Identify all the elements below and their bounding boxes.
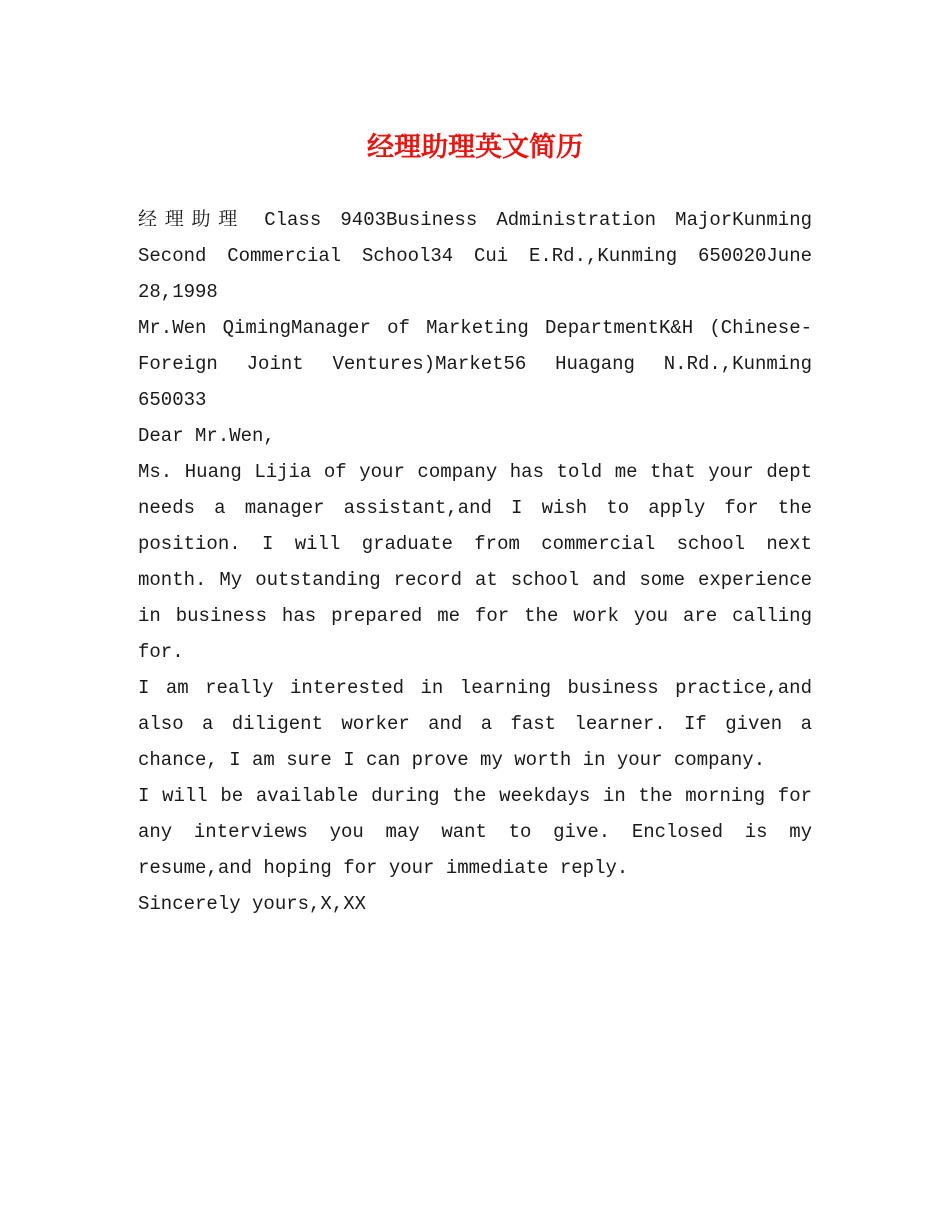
page-title: 经理助理英文简历 xyxy=(367,132,583,163)
salutation: Dear Mr.Wen, xyxy=(138,425,275,447)
letter-body xyxy=(138,202,812,922)
body-paragraph-availability: I will be available during the weekdays in the morning for any interviews you may want to give. Enclosed is my resume,and hoping for your immediate reply. xyxy=(138,785,812,879)
closing-signature: Sincerely yours,X,XX xyxy=(138,893,367,915)
body-paragraph-interest: I am really interested in learning business practice,and also a diligent worker and a fast learner. If given a chance, I am sure I can prove my worth in your company. xyxy=(138,677,812,771)
recipient-address-paragraph: Mr.Wen QimingManager of Marketing DepartmentK&H (Chinese-Foreign Joint Ventures)Market56 Huagang N.Rd.,Kunming 650033 xyxy=(138,317,812,411)
body-paragraph-intro: Ms. Huang Lijia of your company has told me that your dept needs a manager assistant,and I wish to apply for the position. I will graduate from commercial school next month. My outstanding record at school and some experience in business has prepared me for the work you are calling for. xyxy=(138,461,812,663)
sender-address-paragraph: 经理助理 Class 9403Business Administration MajorKunming Second Commercial School34 Cui E.Rd.,Kunming 650020June 28,1998 xyxy=(138,209,812,303)
